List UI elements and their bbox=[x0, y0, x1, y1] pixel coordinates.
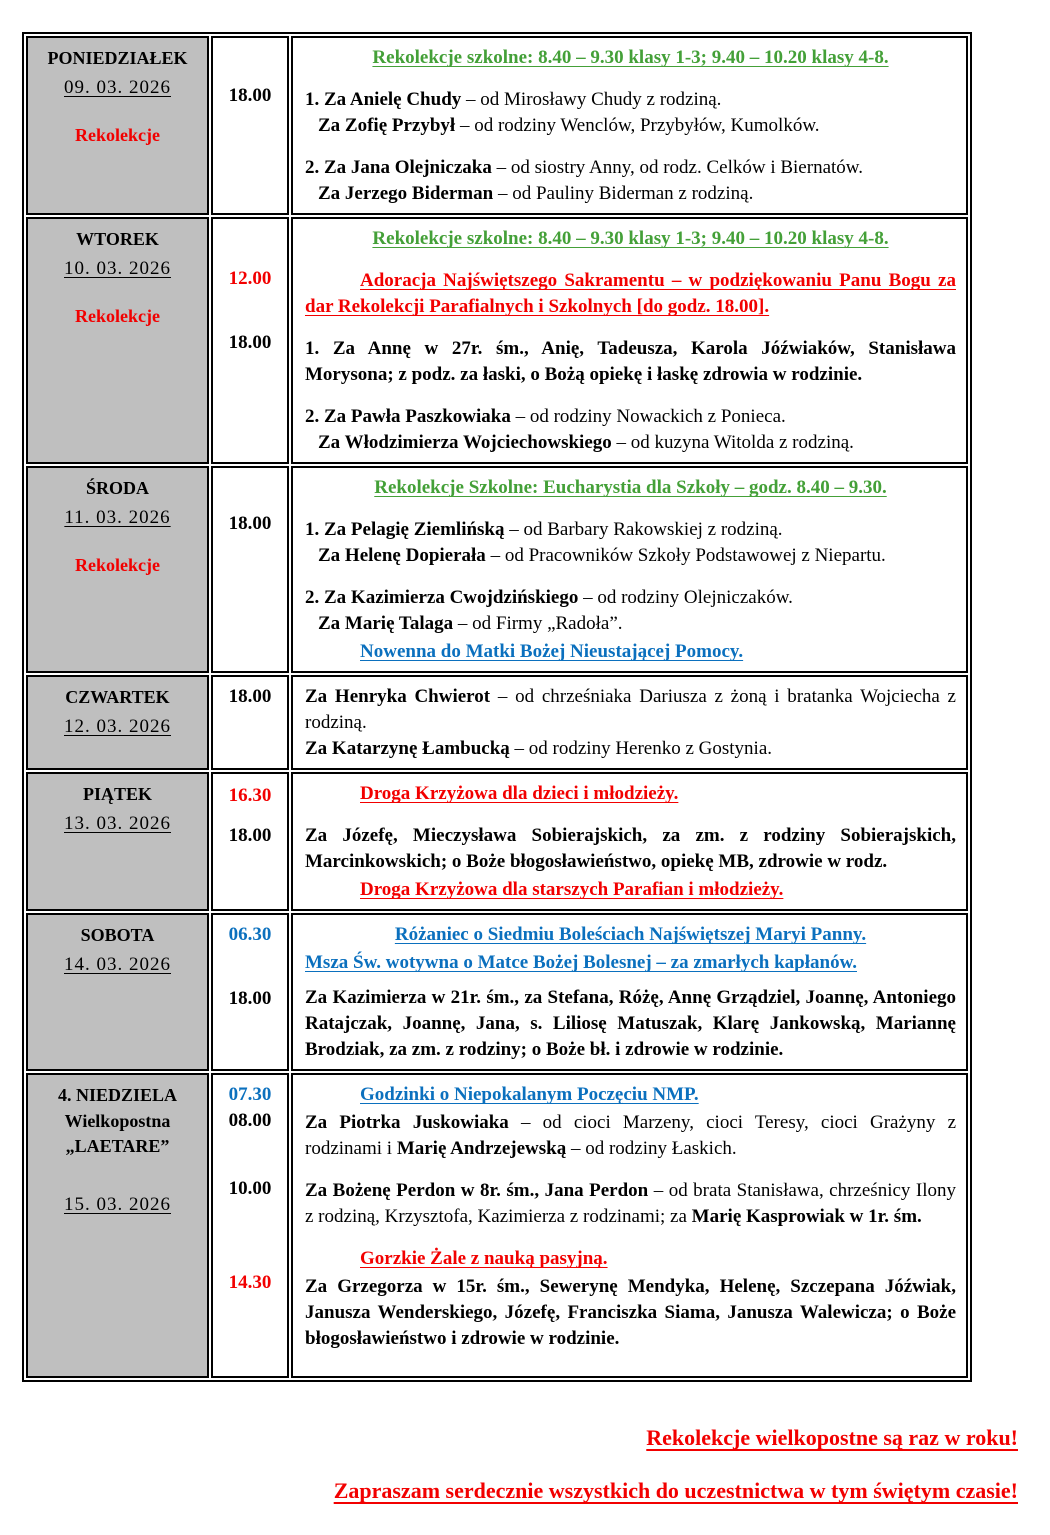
time-cell-monday bbox=[211, 36, 289, 215]
intention-text: – od rodziny Wenclów, Przybyłów, Kumolków. bbox=[459, 115, 820, 136]
time-label: 18.00 bbox=[228, 825, 272, 846]
time-label: 06.30 bbox=[228, 924, 272, 945]
mass-intention bbox=[305, 1274, 956, 1352]
day-title: PONIEDZIAŁEK bbox=[47, 48, 188, 68]
day-title: PIĄTEK bbox=[82, 784, 152, 804]
day-title: 4. NIEDZIELA bbox=[57, 1085, 178, 1105]
intention-text: Gorzkie Żale z nauką pasyjną. bbox=[360, 1248, 608, 1269]
intention-name: Za Bożenę Perdon w 8r. śm., Jana Perdon bbox=[305, 1180, 654, 1201]
intention-text: – od rodziny Herenko z Gostynia. bbox=[514, 738, 773, 759]
intention-text: Msza Św. wotywna o Matce Bożej Bolesnej – za zmarłych kapłanów. bbox=[305, 952, 857, 973]
schedule-row-thursday bbox=[26, 675, 968, 770]
time-label: 18.00 bbox=[228, 332, 272, 353]
day-cell-monday bbox=[26, 36, 209, 215]
intention-name: Za Henryka Chwierot bbox=[305, 686, 498, 707]
day-title: ŚRODA bbox=[85, 478, 149, 498]
day-date: 13. 03. 2026 bbox=[64, 813, 171, 834]
intention-text: – od chrześniaka Dariusza z żoną i bratanka Wojciecha z rodziną. bbox=[305, 686, 956, 733]
day-date: 12. 03. 2026 bbox=[64, 716, 171, 737]
schedule-row-friday bbox=[26, 772, 968, 911]
mass-intention bbox=[305, 155, 956, 207]
intention-text: Rekolekcje szkolne: 8.40 – 9.30 klasy 1-3; 9.40 – 10.20 klasy 4-8. bbox=[372, 47, 889, 68]
mass-intention bbox=[305, 1110, 956, 1162]
service-heading bbox=[305, 950, 956, 976]
day-date: 14. 03. 2026 bbox=[64, 954, 171, 975]
time-label: 08.00 bbox=[228, 1110, 272, 1131]
intention-name: Marię Andrzejewską bbox=[396, 1138, 571, 1159]
day-cell-sunday bbox=[26, 1073, 209, 1378]
time-label: 18.00 bbox=[228, 988, 272, 1009]
intentions-cell-friday bbox=[291, 772, 968, 911]
mass-schedule-table bbox=[22, 32, 972, 1382]
intention-name: Za Włodzimierza Wojciechowskiego bbox=[318, 432, 617, 453]
intention-name: 2. Za Pawła Paszkowiaka bbox=[305, 406, 516, 427]
mass-intention bbox=[305, 823, 956, 875]
time-label: 12.00 bbox=[228, 268, 272, 289]
intention-text: Godzinki o Niepokalanym Poczęciu NMP. bbox=[360, 1084, 699, 1105]
service-heading bbox=[305, 475, 956, 501]
service-heading bbox=[305, 1082, 956, 1108]
time-label: 10.00 bbox=[228, 1178, 272, 1199]
intention-text: Droga Krzyżowa dla dzieci i młodzieży. bbox=[360, 783, 679, 804]
day-title: „LAETARE” bbox=[65, 1136, 170, 1156]
service-heading bbox=[305, 1246, 956, 1272]
intentions-cell-tuesday bbox=[291, 217, 968, 464]
intention-name: Za Helenę Dopierała bbox=[318, 545, 491, 566]
intention-text: Za Grzegorza w 15r. śm., Sewerynę Mendyka, Helenę, Szczepana Jóźwiak, Janusza Wenderskiego, Józefę, Franciszka Siama, Janusza Walewicza; o Boże błogosławieństwo i zdrowie w rodzinie. bbox=[305, 1276, 956, 1349]
service-heading bbox=[305, 639, 956, 665]
intentions-cell-monday bbox=[291, 36, 968, 215]
intention-name: 2. Za Kazimierza Cwojdzińskiego bbox=[305, 587, 584, 608]
time-cell-saturday bbox=[211, 913, 289, 1071]
intention-text: – od cioci Marzeny, cioci Teresy, cioci Grażyny z rodzinami i bbox=[305, 1112, 956, 1159]
day-date: 15. 03. 2026 bbox=[64, 1194, 171, 1215]
time-label: 18.00 bbox=[228, 85, 272, 106]
schedule-row-sunday bbox=[26, 1073, 968, 1378]
intention-text: – od Firmy „Radoła”. bbox=[457, 613, 623, 634]
time-cell-sunday bbox=[211, 1073, 289, 1378]
day-note: Rekolekcje bbox=[75, 555, 160, 575]
service-heading bbox=[305, 45, 956, 71]
intention-name: Za Piotrka Juskowiaka bbox=[305, 1112, 521, 1133]
mass-intention bbox=[305, 87, 956, 139]
day-date: 09. 03. 2026 bbox=[64, 77, 171, 98]
intention-text: Za Kazimierza w 21r. śm., za Stefana, Różę, Annę Grządziel, Joannę, Antoniego Ratajczak, Joannę, Jana, s. Liliosę Matuszak, Klarę Jankowską, Mariannę Brodziak, za zm. z rodziny; o Boże bł. i zdrowie w rodzinie. bbox=[305, 987, 956, 1060]
schedule-row-monday bbox=[26, 36, 968, 215]
intention-text: Za Józefę, Mieczysława Sobierajskich, za zm. z rodziny Sobierajskich, Marcinkowskich; o Boże błogosławieństwo, opiekę MB, zdrowie w rodz. bbox=[305, 825, 956, 872]
intention-text: – od rodziny Olejniczaków. bbox=[583, 587, 793, 608]
time-label: 14.30 bbox=[228, 1272, 272, 1293]
time-cell-friday bbox=[211, 772, 289, 911]
intention-name: Za Marię Talaga bbox=[318, 613, 458, 634]
schedule-row-saturday bbox=[26, 913, 968, 1071]
mass-intention bbox=[305, 585, 956, 637]
intention-text: Rekolekcje szkolne: 8.40 – 9.30 klasy 1-3; 9.40 – 10.20 klasy 4-8. bbox=[372, 228, 889, 249]
schedule-body bbox=[26, 36, 968, 1378]
mass-intention bbox=[305, 985, 956, 1063]
day-date: 10. 03. 2026 bbox=[64, 258, 171, 279]
service-heading bbox=[305, 781, 956, 807]
schedule-row-tuesday bbox=[26, 217, 968, 464]
intention-name: Marię Kasprowiak w 1r. śm. bbox=[691, 1206, 922, 1227]
intentions-cell-thursday bbox=[291, 675, 968, 770]
day-cell-saturday bbox=[26, 913, 209, 1071]
intention-text: Adoracja Najświętszego Sakramentu – w podziękowaniu Panu Bogu za dar Rekolekcji Parafialnych i Szkolnych [do godz. 18.00]. bbox=[305, 270, 956, 317]
footer-note-invitation: Zapraszam serdecznie wszystkich do uczestnictwa w tym świętym czasie! bbox=[333, 1478, 1018, 1503]
intention-name: 1. Za Anielę Chudy bbox=[305, 89, 467, 110]
time-cell-tuesday bbox=[211, 217, 289, 464]
intention-text: – od Pauliny Biderman z rodziną. bbox=[497, 183, 754, 204]
mass-intention bbox=[305, 1178, 956, 1230]
intention-text: – od siostry Anny, od rodz. Celków i Biernatów. bbox=[496, 157, 864, 178]
time-cell-wednesday bbox=[211, 466, 289, 673]
footer-note-retreat: Rekolekcje wielkopostne są raz w roku! bbox=[646, 1425, 1018, 1450]
schedule-row-wednesday bbox=[26, 466, 968, 673]
day-cell-thursday bbox=[26, 675, 209, 770]
time-label: 16.30 bbox=[228, 785, 272, 806]
intention-text: – od Barbary Rakowskiej z rodziną. bbox=[509, 519, 783, 540]
intention-text: 1. Za Annę w 27r. śm., Anię, Tadeusza, Karola Jóźwiaków, Stanisława Morysona; z podz. za łaski, o Bożą opiekę i łaskę zdrowia w rodzinie. bbox=[305, 338, 956, 385]
intentions-cell-saturday bbox=[291, 913, 968, 1071]
day-title: CZWARTEK bbox=[65, 687, 170, 707]
time-label: 07.30 bbox=[228, 1084, 272, 1105]
intention-text: Droga Krzyżowa dla starszych Parafian i młodzieży. bbox=[360, 879, 784, 900]
intention-text: Rekolekcje Szkolne: Eucharystia dla Szkoły – godz. 8.40 – 9.30. bbox=[374, 477, 887, 498]
intention-text: – od brata Stanisława, chrześnicy Ilony z rodziną, Krzysztofa, Kazimierza z rodzinami; za bbox=[305, 1180, 956, 1227]
intention-text: – od rodziny Nowackich z Ponieca. bbox=[515, 406, 786, 427]
footer-announcements bbox=[0, 1424, 1050, 1505]
day-date: 11. 03. 2026 bbox=[64, 507, 171, 528]
day-cell-wednesday bbox=[26, 466, 209, 673]
mass-intention bbox=[305, 336, 956, 388]
mass-intention bbox=[305, 404, 956, 456]
mass-intention bbox=[305, 517, 956, 569]
day-cell-friday bbox=[26, 772, 209, 911]
service-heading bbox=[305, 268, 956, 320]
intention-name: 2. Za Jana Olejniczaka bbox=[305, 157, 497, 178]
time-label: 18.00 bbox=[228, 513, 272, 534]
intention-name: 1. Za Pelagię Ziemlińską bbox=[305, 519, 510, 540]
intention-text: – od rodziny Łaskich. bbox=[570, 1138, 737, 1159]
service-heading bbox=[305, 877, 956, 903]
intention-name: Za Jerzego Biderman bbox=[318, 183, 498, 204]
intention-name: Za Katarzynę Łambucką bbox=[305, 738, 515, 759]
day-title: WTOREK bbox=[76, 229, 159, 249]
day-title: Wielkopostna bbox=[64, 1111, 171, 1131]
service-heading bbox=[305, 922, 956, 948]
intentions-cell-sunday bbox=[291, 1073, 968, 1378]
intention-text: – od Pracowników Szkoły Podstawowej z Niepartu. bbox=[490, 545, 886, 566]
intention-name: Za Zofię Przybył bbox=[318, 115, 460, 136]
intention-text: Nowenna do Matki Bożej Nieustającej Pomocy. bbox=[360, 641, 744, 662]
intention-text: – od Mirosławy Chudy z rodziną. bbox=[466, 89, 722, 110]
time-label: 18.00 bbox=[228, 686, 272, 707]
day-title: SOBOTA bbox=[80, 925, 155, 945]
day-note: Rekolekcje bbox=[75, 125, 160, 145]
intentions-cell-wednesday bbox=[291, 466, 968, 673]
intention-text: – od kuzyna Witolda z rodziną. bbox=[616, 432, 854, 453]
day-cell-tuesday bbox=[26, 217, 209, 464]
mass-intention bbox=[305, 684, 956, 762]
intention-text: Różaniec o Siedmiu Boleściach Najświętszej Maryi Panny. bbox=[394, 924, 867, 945]
day-note: Rekolekcje bbox=[75, 306, 160, 326]
service-heading bbox=[305, 226, 956, 252]
time-cell-thursday bbox=[211, 675, 289, 770]
